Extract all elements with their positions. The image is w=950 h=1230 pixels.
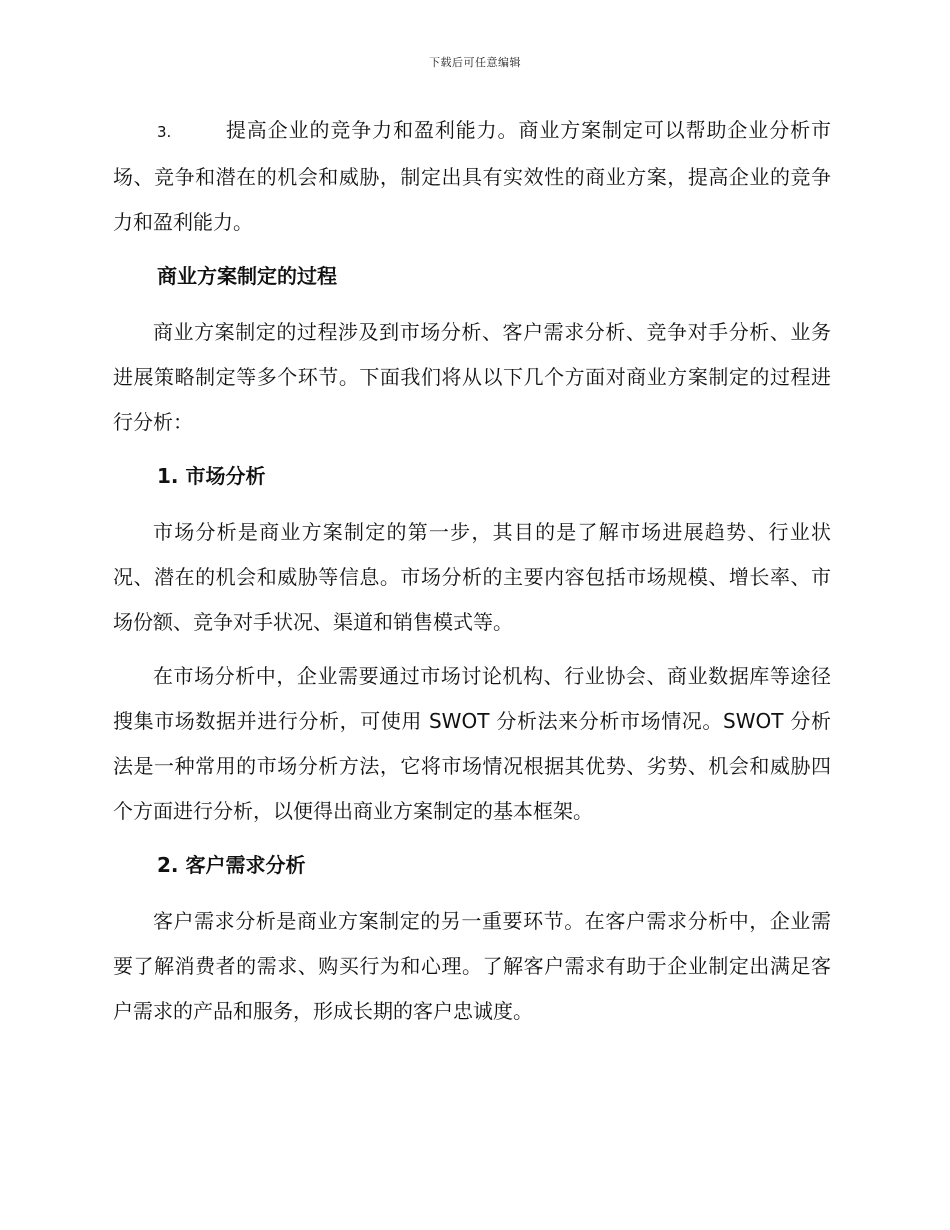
list-number: 3.: [157, 123, 172, 141]
numbered-paragraph: [113, 108, 831, 245]
paragraph: 在市场分析中，企业需要通过市场讨论机构、行业协会、商业数据库等途径搜集市场数据并进行分析，可使用 SWOT 分析法来分析市场情况。SWOT 分析法是一种常用的市场分析方法，它将市场情况根据其优势、劣势、机会和威胁四个方面进行分析，以便得出商业方案制定的基本框架。: [113, 664, 831, 823]
document-body: [113, 108, 831, 1043]
paragraph: 市场分析是商业方案制定的第一步，其目的是了解市场进展趋势、行业状况、潜在的机会和威胁等信息。市场分析的主要内容包括市场规模、增长率、市场份额、竞争对手状况、渠道和销售模式等。: [113, 520, 831, 634]
subsection-heading-market-analysis: 1. 市场分析: [157, 464, 266, 488]
subsection-heading-customer-needs: 2. 客户需求分析: [157, 853, 306, 877]
paragraph: 客户需求分析是商业方案制定的另一重要环节。在客户需求分析中，企业需要了解消费者的需求、购买行为和心理。了解客户需求有助于企业制定出满足客户需求的产品和服务，形成长期的客户忠诚度。: [113, 909, 831, 1023]
paragraph-text: 提高企业的竞争力和盈利能力。商业方案制定可以帮助企业分析市场、竞争和潜在的机会和威胁，制定出具有实效性的商业方案，提高企业的竞争力和盈利能力。: [113, 118, 831, 234]
page-header: 下载后可任意编辑: [429, 56, 521, 69]
paragraph: 商业方案制定的过程涉及到市场分析、客户需求分析、竞争对手分析、业务进展策略制定等多个环节。下面我们将从以下几个方面对商业方案制定的过程进行分析：: [113, 320, 831, 434]
section-heading: 商业方案制定的过程: [157, 264, 337, 288]
